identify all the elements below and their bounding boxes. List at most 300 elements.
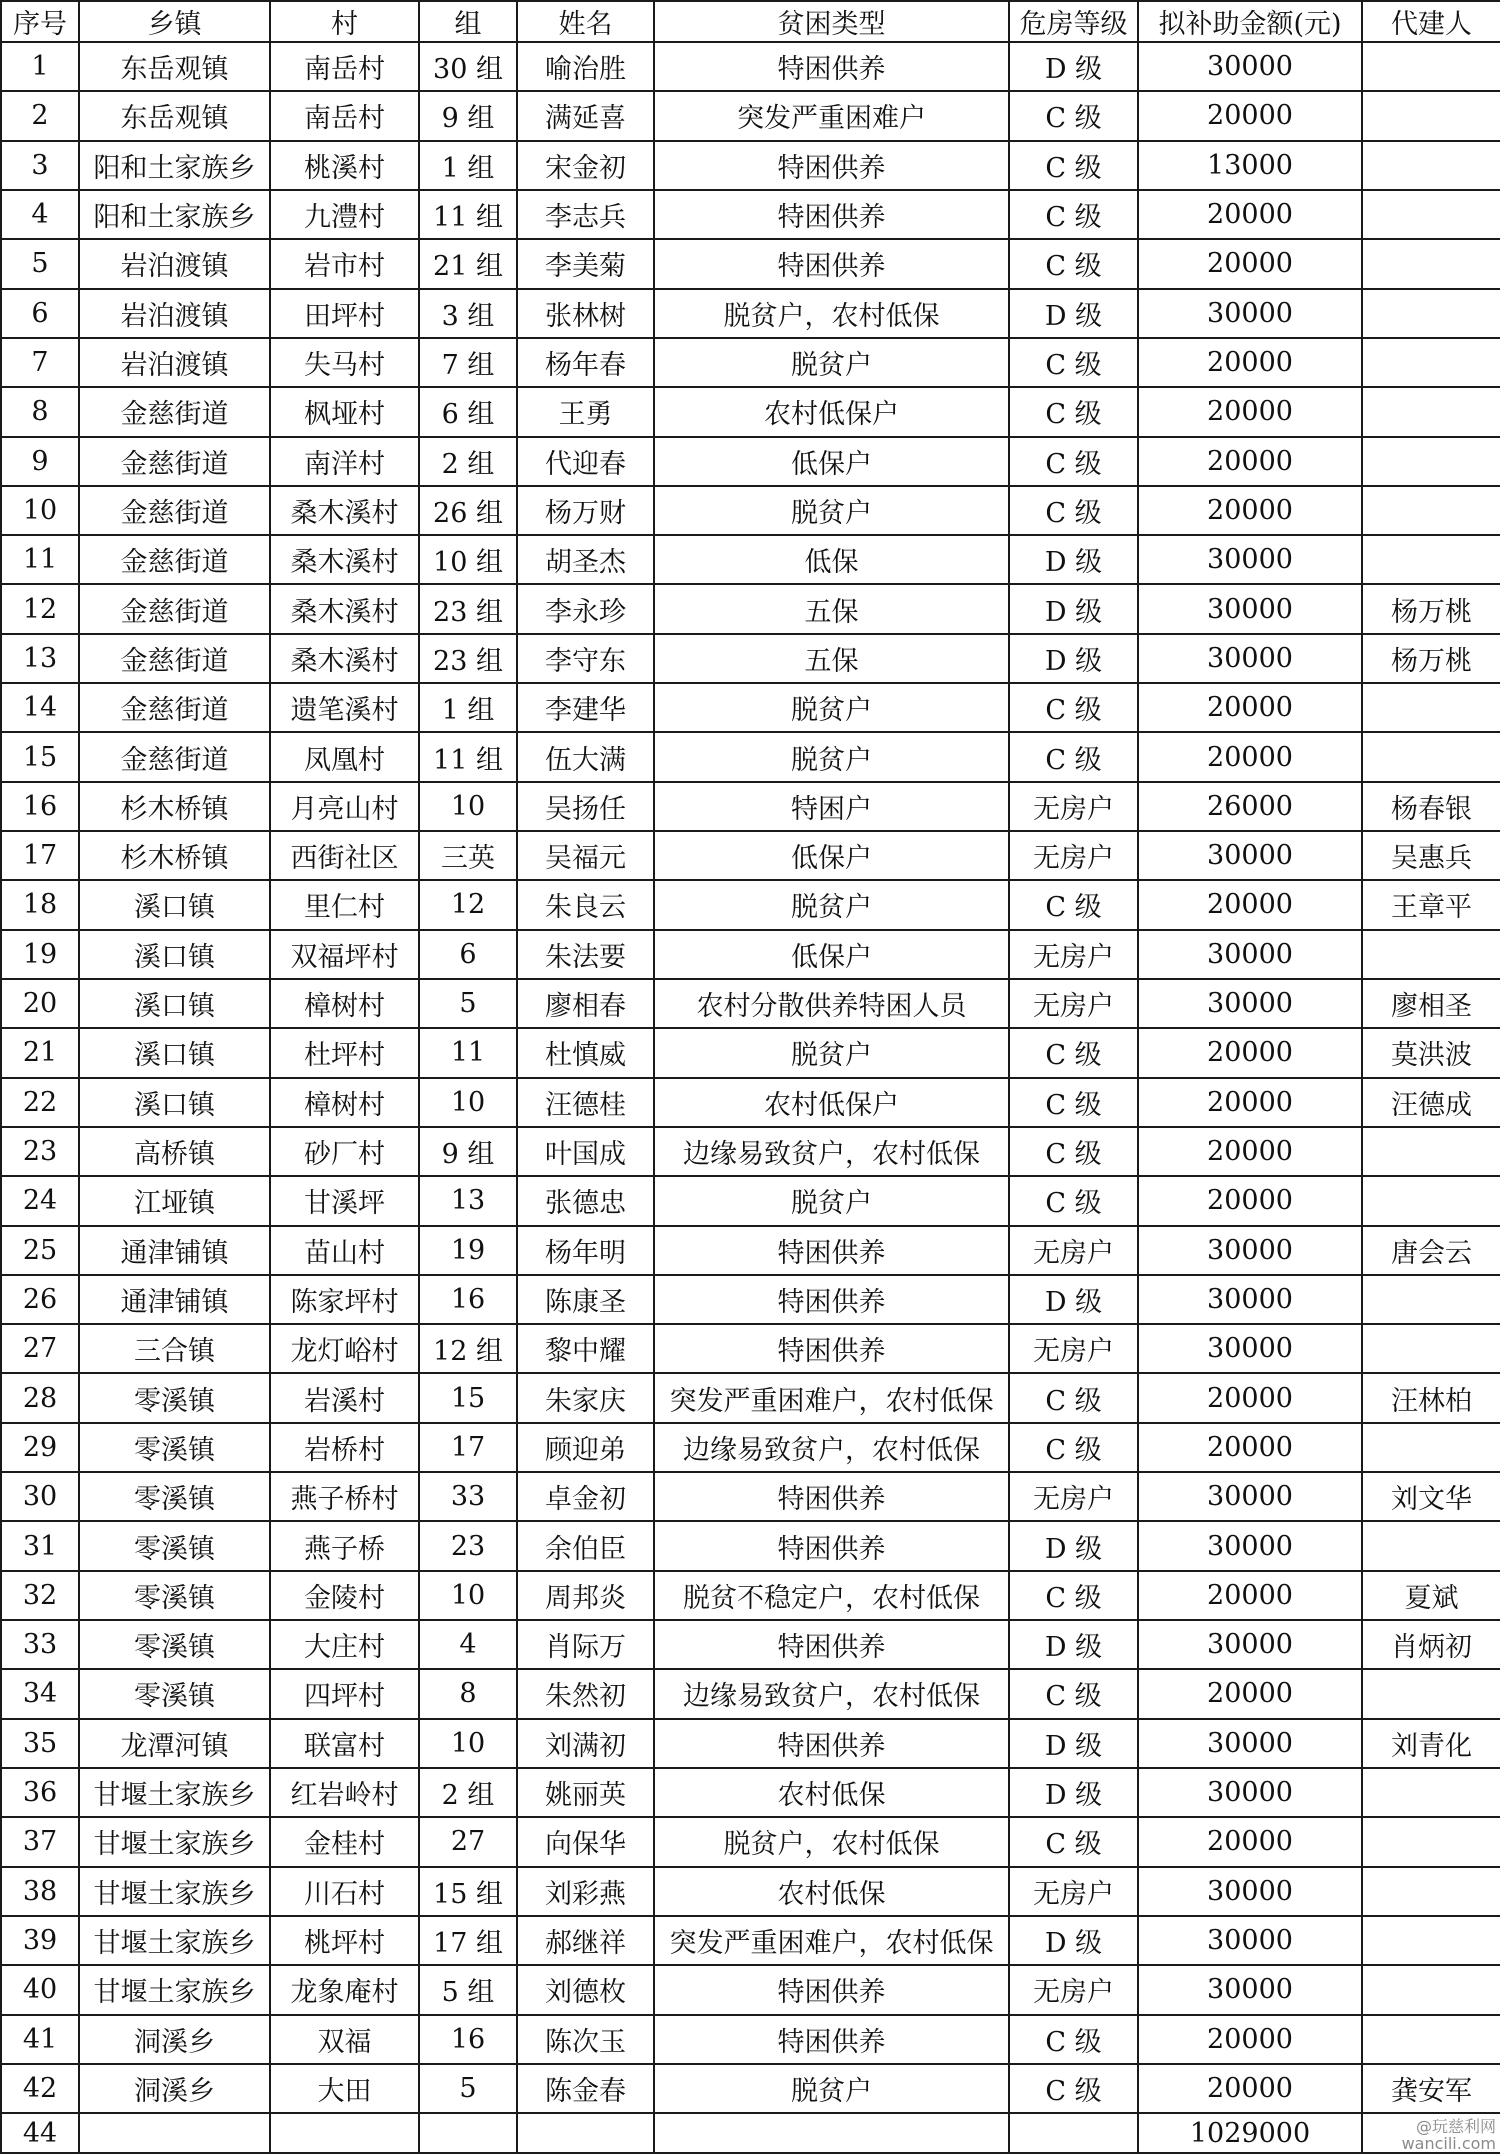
- cell-housing-grade: C 级: [1009, 190, 1138, 239]
- cell-poverty-type: 脱贫户: [654, 1028, 1009, 1077]
- cell-subsidy-amount: 30000: [1138, 535, 1362, 584]
- cell-village: 桃坪村: [270, 1916, 419, 1965]
- cell-group: 8: [419, 1669, 517, 1718]
- cell-township: 金慈街道: [79, 437, 270, 486]
- cell-housing-grade: C 级: [1009, 1571, 1138, 1620]
- cell-township: 高桥镇: [79, 1127, 270, 1176]
- cell-township: 金慈街道: [79, 732, 270, 781]
- cell-builder: [1362, 2015, 1500, 2064]
- cell-group: 23: [419, 1521, 517, 1570]
- cell-builder: [1362, 930, 1500, 979]
- cell-builder: [1362, 91, 1500, 140]
- cell-builder: [1362, 1817, 1500, 1866]
- cell-index: 35: [1, 1719, 79, 1768]
- cell-name: 刘满初: [517, 1719, 654, 1768]
- cell-poverty-type: 脱贫不稳定户，农村低保: [654, 1571, 1009, 1620]
- cell-name: 李永珍: [517, 584, 654, 633]
- cell-poverty-type: 脱贫户: [654, 732, 1009, 781]
- cell-group: 10: [419, 782, 517, 831]
- cell-group: 30 组: [419, 42, 517, 91]
- cell-subsidy-amount: 30000: [1138, 1324, 1362, 1373]
- cell-subsidy-amount: 20000: [1138, 1423, 1362, 1472]
- cell-village: 南洋村: [270, 437, 419, 486]
- cell-village: 南岳村: [270, 42, 419, 91]
- cell-group: 11: [419, 1028, 517, 1077]
- cell-subsidy-amount: 20000: [1138, 1028, 1362, 1077]
- cell-index: 13: [1, 634, 79, 683]
- cell-poverty-type: 边缘易致贫户，农村低保: [654, 1423, 1009, 1472]
- cell-township: 零溪镇: [79, 1571, 270, 1620]
- cell-index: 28: [1, 1373, 79, 1422]
- table-row: [1, 239, 1500, 288]
- cell-village: 桑木溪村: [270, 535, 419, 584]
- cell-township: 金慈街道: [79, 584, 270, 633]
- cell-township: 阳和土家族乡: [79, 141, 270, 190]
- cell-poverty-type: 脱贫户: [654, 880, 1009, 929]
- cell-subsidy-amount: 30000: [1138, 1719, 1362, 1768]
- table-row: [1, 584, 1500, 633]
- cell-index: 37: [1, 1817, 79, 1866]
- cell-housing-grade: C 级: [1009, 2015, 1138, 2064]
- table-row: [1, 1176, 1500, 1225]
- cell-township: 零溪镇: [79, 1669, 270, 1718]
- cell-township: 东岳观镇: [79, 42, 270, 91]
- cell-builder: 刘文华: [1362, 1472, 1500, 1521]
- cell-index: 1: [1, 42, 79, 91]
- cell-subsidy-amount: 20000: [1138, 437, 1362, 486]
- cell-builder: 吴惠兵: [1362, 831, 1500, 880]
- cell-village: 樟树村: [270, 979, 419, 1028]
- cell-subsidy-amount: 20000: [1138, 486, 1362, 535]
- cell-subsidy-amount: 30000: [1138, 1226, 1362, 1275]
- cell-index: 24: [1, 1176, 79, 1225]
- cell-subsidy-amount: 13000: [1138, 141, 1362, 190]
- cell-housing-grade: C 级: [1009, 2064, 1138, 2113]
- table-row: [1, 1867, 1500, 1916]
- cell-name: 喻治胜: [517, 42, 654, 91]
- cell-name: 陈次玉: [517, 2015, 654, 2064]
- header-builder: 代建人: [1362, 1, 1500, 42]
- cell-name: 吴扬任: [517, 782, 654, 831]
- header-housing-grade: 危房等级: [1009, 1, 1138, 42]
- cell-name: 刘德枚: [517, 1965, 654, 2014]
- cell-group: 19: [419, 1226, 517, 1275]
- cell-name: 李志兵: [517, 190, 654, 239]
- table-row: [1, 338, 1500, 387]
- cell-builder: 杨春银: [1362, 782, 1500, 831]
- cell-group: 23 组: [419, 584, 517, 633]
- cell-builder: [1362, 190, 1500, 239]
- table-row: [1, 1571, 1500, 1620]
- cell-housing-grade: 无房户: [1009, 831, 1138, 880]
- cell-group: 16: [419, 2015, 517, 2064]
- cell-poverty-type: 特困供养: [654, 1719, 1009, 1768]
- cell-township: 金慈街道: [79, 634, 270, 683]
- cell-housing-grade: D 级: [1009, 584, 1138, 633]
- header-row: [1, 1, 1500, 42]
- table-row: [1, 1768, 1500, 1817]
- cell-group: 9 组: [419, 91, 517, 140]
- cell-builder: 唐会云: [1362, 1226, 1500, 1275]
- cell-village: 南岳村: [270, 91, 419, 140]
- cell-township: 杉木桥镇: [79, 782, 270, 831]
- cell-subsidy-amount: 20000: [1138, 1817, 1362, 1866]
- cell-builder: 汪林柏: [1362, 1373, 1500, 1422]
- table-body: [1, 42, 1500, 2153]
- cell-index: 14: [1, 683, 79, 732]
- cell-subsidy-amount: 30000: [1138, 1867, 1362, 1916]
- cell-township: 零溪镇: [79, 1521, 270, 1570]
- cell-township: 零溪镇: [79, 1472, 270, 1521]
- cell-group: 10: [419, 1571, 517, 1620]
- cell-poverty-type: 特困供养: [654, 239, 1009, 288]
- cell-index: 12: [1, 584, 79, 633]
- cell-name: 张德忠: [517, 1176, 654, 1225]
- table-row: [1, 1669, 1500, 1718]
- cell-subsidy-amount: 20000: [1138, 239, 1362, 288]
- cell-village: 桑木溪村: [270, 634, 419, 683]
- cell-name: 朱良云: [517, 880, 654, 929]
- cell-builder: [1362, 1176, 1500, 1225]
- table-row: [1, 1965, 1500, 2014]
- cell-poverty-type: 脱贫户: [654, 1176, 1009, 1225]
- cell-township: 甘堰土家族乡: [79, 1768, 270, 1817]
- cell-group: 10: [419, 1719, 517, 1768]
- cell-poverty-type: 边缘易致贫户，农村低保: [654, 1669, 1009, 1718]
- cell-village: 双福坪村: [270, 930, 419, 979]
- cell-builder: [1362, 1669, 1500, 1718]
- table-row: [1, 1028, 1500, 1077]
- cell-poverty-type: 特困供养: [654, 1472, 1009, 1521]
- cell-name: 肖际万: [517, 1620, 654, 1669]
- cell-village: 遗笔溪村: [270, 683, 419, 732]
- cell-housing-grade: C 级: [1009, 387, 1138, 436]
- cell-housing-grade: C 级: [1009, 486, 1138, 535]
- cell-housing-grade: D 级: [1009, 1521, 1138, 1570]
- cell-township: 甘堰土家族乡: [79, 1916, 270, 1965]
- cell-name: 张林树: [517, 289, 654, 338]
- cell-village: 燕子桥: [270, 1521, 419, 1570]
- cell-builder: 杨万桃: [1362, 634, 1500, 683]
- cell-poverty-type: 农村低保户: [654, 387, 1009, 436]
- cell-name: 李建华: [517, 683, 654, 732]
- cell-builder: 夏斌: [1362, 1571, 1500, 1620]
- cell-township: 通津铺镇: [79, 1275, 270, 1324]
- cell-group: 7 组: [419, 338, 517, 387]
- cell-name: 伍大满: [517, 732, 654, 781]
- header-subsidy-amount: 拟补助金额(元): [1138, 1, 1362, 42]
- cell-subsidy-amount: 20000: [1138, 387, 1362, 436]
- cell-subsidy-amount: 20000: [1138, 683, 1362, 732]
- cell-township: 杉木桥镇: [79, 831, 270, 880]
- cell-builder: [1362, 535, 1500, 584]
- cell-subsidy-amount: 1029000: [1138, 2113, 1362, 2153]
- cell-builder: [1362, 683, 1500, 732]
- cell-housing-grade: C 级: [1009, 732, 1138, 781]
- cell-index: 5: [1, 239, 79, 288]
- cell-group: 17: [419, 1423, 517, 1472]
- cell-housing-grade: C 级: [1009, 1176, 1138, 1225]
- cell-builder: [1362, 1867, 1500, 1916]
- cell-poverty-type: 特困供养: [654, 1275, 1009, 1324]
- cell-village: 岩溪村: [270, 1373, 419, 1422]
- cell-housing-grade: D 级: [1009, 1275, 1138, 1324]
- table-row: [1, 930, 1500, 979]
- cell-housing-grade: D 级: [1009, 1768, 1138, 1817]
- cell-builder: [1362, 289, 1500, 338]
- cell-index: 36: [1, 1768, 79, 1817]
- cell-subsidy-amount: 30000: [1138, 1965, 1362, 2014]
- table-row: [1, 1916, 1500, 1965]
- cell-housing-grade: C 级: [1009, 1423, 1138, 1472]
- cell-poverty-type: [654, 2113, 1009, 2153]
- cell-index: 9: [1, 437, 79, 486]
- cell-index: 25: [1, 1226, 79, 1275]
- cell-housing-grade: 无房户: [1009, 1867, 1138, 1916]
- cell-index: 27: [1, 1324, 79, 1373]
- cell-village: 燕子桥村: [270, 1472, 419, 1521]
- cell-builder: 龚安军: [1362, 2064, 1500, 2113]
- cell-village: 大田: [270, 2064, 419, 2113]
- cell-builder: 莫洪波: [1362, 1028, 1500, 1077]
- cell-name: 陈金春: [517, 2064, 654, 2113]
- cell-housing-grade: [1009, 2113, 1138, 2153]
- cell-housing-grade: C 级: [1009, 91, 1138, 140]
- cell-subsidy-amount: 30000: [1138, 979, 1362, 1028]
- cell-index: 4: [1, 190, 79, 239]
- cell-index: 3: [1, 141, 79, 190]
- cell-township: 东岳观镇: [79, 91, 270, 140]
- cell-name: 朱法要: [517, 930, 654, 979]
- cell-builder: 刘青化: [1362, 1719, 1500, 1768]
- cell-builder: [1362, 1324, 1500, 1373]
- cell-builder: [1362, 486, 1500, 535]
- cell-name: 叶国成: [517, 1127, 654, 1176]
- cell-name: [517, 2113, 654, 2153]
- cell-township: 溪口镇: [79, 930, 270, 979]
- table-row: [1, 42, 1500, 91]
- table-row: [1, 387, 1500, 436]
- cell-subsidy-amount: 30000: [1138, 1768, 1362, 1817]
- cell-housing-grade: C 级: [1009, 437, 1138, 486]
- header-index: 序号: [1, 1, 79, 42]
- cell-poverty-type: 农村分散供养特困人员: [654, 979, 1009, 1028]
- cell-village: 双福: [270, 2015, 419, 2064]
- cell-index: 26: [1, 1275, 79, 1324]
- cell-village: 桑木溪村: [270, 584, 419, 633]
- cell-group: 23 组: [419, 634, 517, 683]
- cell-index: 31: [1, 1521, 79, 1570]
- cell-poverty-type: 低保: [654, 535, 1009, 584]
- table-row: [1, 880, 1500, 929]
- cell-builder: [1362, 437, 1500, 486]
- cell-builder: [1362, 1423, 1500, 1472]
- cell-subsidy-amount: 20000: [1138, 1571, 1362, 1620]
- cell-name: 周邦炎: [517, 1571, 654, 1620]
- cell-group: 11 组: [419, 732, 517, 781]
- cell-index: 10: [1, 486, 79, 535]
- cell-builder: [1362, 1768, 1500, 1817]
- cell-housing-grade: 无房户: [1009, 782, 1138, 831]
- cell-name: 杜慎威: [517, 1028, 654, 1077]
- cell-township: 江垭镇: [79, 1176, 270, 1225]
- cell-subsidy-amount: 30000: [1138, 634, 1362, 683]
- cell-subsidy-amount: 30000: [1138, 289, 1362, 338]
- cell-subsidy-amount: 20000: [1138, 1176, 1362, 1225]
- cell-village: 失马村: [270, 338, 419, 387]
- cell-township: 阳和土家族乡: [79, 190, 270, 239]
- cell-index: 33: [1, 1620, 79, 1669]
- cell-name: 李美菊: [517, 239, 654, 288]
- cell-poverty-type: 特困供养: [654, 1324, 1009, 1373]
- cell-group: 6: [419, 930, 517, 979]
- cell-township: 龙潭河镇: [79, 1719, 270, 1768]
- cell-township: 岩泊渡镇: [79, 239, 270, 288]
- cell-village: 陈家坪村: [270, 1275, 419, 1324]
- cell-builder: [1362, 239, 1500, 288]
- cell-index: 21: [1, 1028, 79, 1077]
- cell-village: 岩桥村: [270, 1423, 419, 1472]
- table-row: [1, 91, 1500, 140]
- cell-builder: [1362, 1916, 1500, 1965]
- cell-village: 苗山村: [270, 1226, 419, 1275]
- cell-group: 10: [419, 1078, 517, 1127]
- cell-housing-grade: C 级: [1009, 1127, 1138, 1176]
- table-row: [1, 1472, 1500, 1521]
- cell-index: 17: [1, 831, 79, 880]
- cell-index: 32: [1, 1571, 79, 1620]
- cell-group: 9 组: [419, 1127, 517, 1176]
- cell-housing-grade: 无房户: [1009, 1226, 1138, 1275]
- cell-township: [79, 2113, 270, 2153]
- cell-poverty-type: 脱贫户，农村低保: [654, 289, 1009, 338]
- cell-builder: [1362, 141, 1500, 190]
- cell-township: 溪口镇: [79, 1028, 270, 1077]
- table-row: [1, 437, 1500, 486]
- cell-township: 零溪镇: [79, 1423, 270, 1472]
- cell-name: 宋金初: [517, 141, 654, 190]
- cell-group: 3 组: [419, 289, 517, 338]
- cell-name: 黎中耀: [517, 1324, 654, 1373]
- cell-housing-grade: C 级: [1009, 239, 1138, 288]
- cell-subsidy-amount: 20000: [1138, 880, 1362, 929]
- cell-group: 15 组: [419, 1867, 517, 1916]
- cell-poverty-type: 五保: [654, 634, 1009, 683]
- cell-index: 42: [1, 2064, 79, 2113]
- cell-index: 2: [1, 91, 79, 140]
- cell-group: 4: [419, 1620, 517, 1669]
- cell-village: 龙象庵村: [270, 1965, 419, 2014]
- cell-housing-grade: 无房户: [1009, 1324, 1138, 1373]
- cell-index: 30: [1, 1472, 79, 1521]
- cell-village: 大庄村: [270, 1620, 419, 1669]
- cell-name: 杨年明: [517, 1226, 654, 1275]
- cell-index: 8: [1, 387, 79, 436]
- cell-poverty-type: 边缘易致贫户，农村低保: [654, 1127, 1009, 1176]
- cell-township: 洞溪乡: [79, 2064, 270, 2113]
- cell-subsidy-amount: 30000: [1138, 1472, 1362, 1521]
- cell-poverty-type: 低保户: [654, 831, 1009, 880]
- cell-poverty-type: 脱贫户，农村低保: [654, 1817, 1009, 1866]
- table-row: [1, 289, 1500, 338]
- cell-index: 20: [1, 979, 79, 1028]
- cell-builder: [1362, 1521, 1500, 1570]
- cell-township: 甘堰土家族乡: [79, 1817, 270, 1866]
- cell-subsidy-amount: 30000: [1138, 42, 1362, 91]
- table-row: [1, 979, 1500, 1028]
- cell-index: 15: [1, 732, 79, 781]
- cell-group: 26 组: [419, 486, 517, 535]
- table-row: [1, 2015, 1500, 2064]
- cell-name: 卓金初: [517, 1472, 654, 1521]
- cell-village: 桑木溪村: [270, 486, 419, 535]
- cell-township: 溪口镇: [79, 1078, 270, 1127]
- cell-village: 里仁村: [270, 880, 419, 929]
- cell-subsidy-amount: 20000: [1138, 91, 1362, 140]
- cell-village: 金桂村: [270, 1817, 419, 1866]
- cell-name: 陈康圣: [517, 1275, 654, 1324]
- cell-group: 27: [419, 1817, 517, 1866]
- cell-poverty-type: 特困供养: [654, 141, 1009, 190]
- cell-poverty-type: 突发严重困难户: [654, 91, 1009, 140]
- cell-poverty-type: 特困供养: [654, 1521, 1009, 1570]
- cell-builder: [1362, 732, 1500, 781]
- cell-subsidy-amount: 30000: [1138, 1916, 1362, 1965]
- cell-township: 金慈街道: [79, 387, 270, 436]
- cell-housing-grade: 无房户: [1009, 1472, 1138, 1521]
- cell-township: 岩泊渡镇: [79, 338, 270, 387]
- cell-housing-grade: 无房户: [1009, 1965, 1138, 2014]
- cell-poverty-type: 特困供养: [654, 2015, 1009, 2064]
- cell-village: 岩市村: [270, 239, 419, 288]
- table-row: [1, 732, 1500, 781]
- header-poverty-type: 贫困类型: [654, 1, 1009, 42]
- cell-poverty-type: 特困户: [654, 782, 1009, 831]
- cell-group: 三英: [419, 831, 517, 880]
- cell-housing-grade: D 级: [1009, 1620, 1138, 1669]
- cell-builder: [1362, 42, 1500, 91]
- cell-poverty-type: 脱贫户: [654, 486, 1009, 535]
- cell-group: [419, 2113, 517, 2153]
- cell-township: 通津铺镇: [79, 1226, 270, 1275]
- table-row: [1, 1719, 1500, 1768]
- cell-subsidy-amount: 20000: [1138, 2015, 1362, 2064]
- cell-group: 12: [419, 880, 517, 929]
- table-row: [1, 831, 1500, 880]
- cell-group: 15: [419, 1373, 517, 1422]
- cell-builder: [1362, 387, 1500, 436]
- cell-group: 12 组: [419, 1324, 517, 1373]
- header-township: 乡镇: [79, 1, 270, 42]
- cell-group: 6 组: [419, 387, 517, 436]
- cell-group: 13: [419, 1176, 517, 1225]
- cell-village: 联富村: [270, 1719, 419, 1768]
- cell-index: 40: [1, 1965, 79, 2014]
- cell-group: 2 组: [419, 1768, 517, 1817]
- table-row: [1, 190, 1500, 239]
- watermark: [1402, 2118, 1496, 2152]
- cell-name: 刘彩燕: [517, 1867, 654, 1916]
- cell-subsidy-amount: 20000: [1138, 732, 1362, 781]
- cell-village: 甘溪坪: [270, 1176, 419, 1225]
- cell-housing-grade: 无房户: [1009, 979, 1138, 1028]
- cell-name: 余伯臣: [517, 1521, 654, 1570]
- table-row: [1, 486, 1500, 535]
- cell-township: 甘堰土家族乡: [79, 1867, 270, 1916]
- cell-index: 44: [1, 2113, 79, 2153]
- cell-housing-grade: D 级: [1009, 289, 1138, 338]
- cell-village: 砂厂村: [270, 1127, 419, 1176]
